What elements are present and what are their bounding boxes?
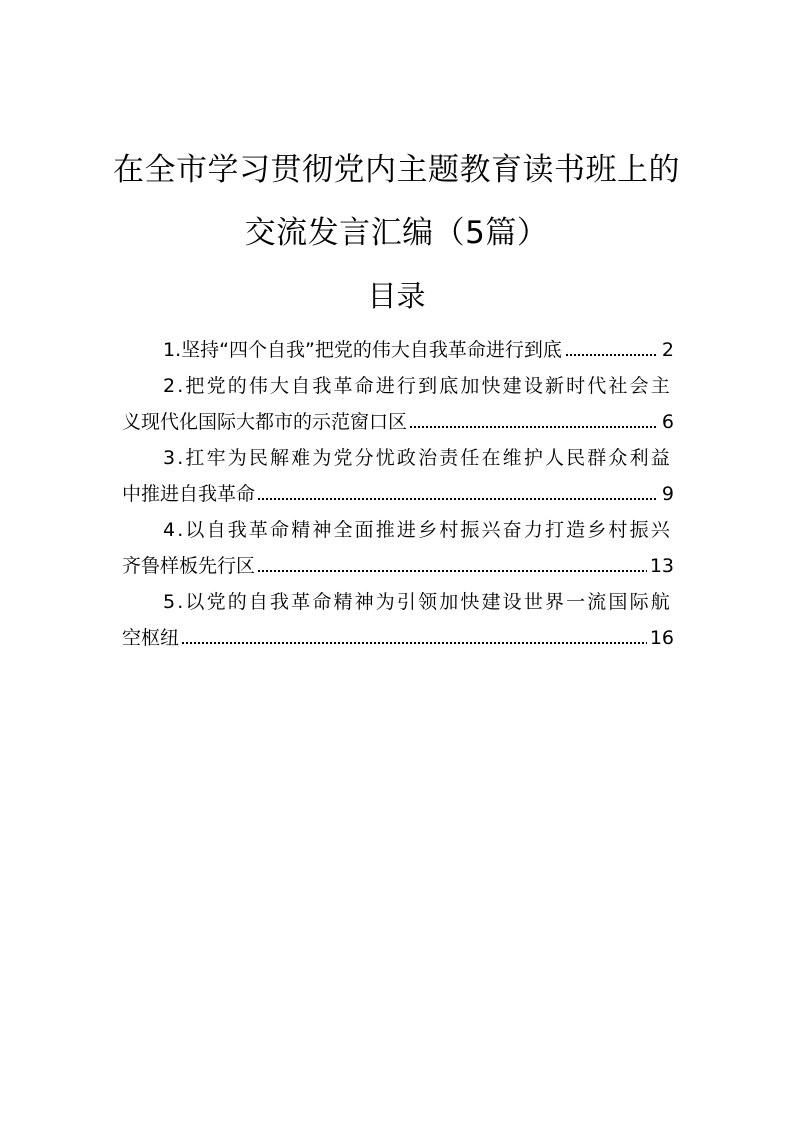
toc-entry-4-line-2[interactable]: [122, 548, 674, 584]
toc-entry-3-line-2[interactable]: [122, 476, 674, 512]
toc-page-number: 2: [659, 332, 674, 368]
dot-leader: [122, 642, 656, 644]
toc-entry-5-line-1[interactable]: [122, 584, 674, 620]
toc-page-number: 16: [647, 620, 674, 656]
document-title-line-1: 在全市学习贯彻党内主题教育读书班上的: [113, 152, 680, 188]
toc-page-number: 6: [659, 404, 674, 440]
toc-entry-text: 2.把党的伟大自我革命进行到底加快建设新时代社会主: [163, 375, 672, 397]
toc-entry-text: 义现代化国际大都市的示范窗口区: [122, 411, 408, 433]
table-of-contents: [122, 332, 674, 656]
toc-entry-2-line-2[interactable]: [122, 404, 674, 440]
toc-entry-text: 4.以自我革命精神全面推进乡村振兴奋力打造乡村振兴: [163, 519, 672, 541]
toc-page-number: 13: [647, 548, 674, 584]
toc-entry-5-line-2[interactable]: [122, 620, 674, 656]
toc-entry-text: 空枢纽: [122, 627, 180, 649]
document-title-line-2: 交流发言汇编（5篇）: [244, 215, 549, 251]
toc-entry-text: 5.以党的自我革命精神为引领加快建设世界一流国际航: [163, 591, 672, 613]
toc-entry-text: 1.坚持“四个自我”把党的伟大自我革命进行到底: [163, 339, 562, 361]
toc-entry-3-line-1[interactable]: [122, 440, 674, 476]
toc-entry-1[interactable]: [122, 332, 674, 368]
toc-entry-2-line-1[interactable]: [122, 368, 674, 404]
toc-entry-text: 中推进自我革命: [122, 483, 256, 505]
toc-page-number: 9: [659, 476, 674, 512]
toc-entry-text: 齐鲁样板先行区: [122, 555, 256, 577]
toc-entry-4-line-1[interactable]: [122, 512, 674, 548]
toc-entry-text: 3.扛牢为民解难为党分忧政治责任在维护人民群众利益: [163, 447, 672, 469]
toc-heading: 目录: [367, 279, 426, 313]
